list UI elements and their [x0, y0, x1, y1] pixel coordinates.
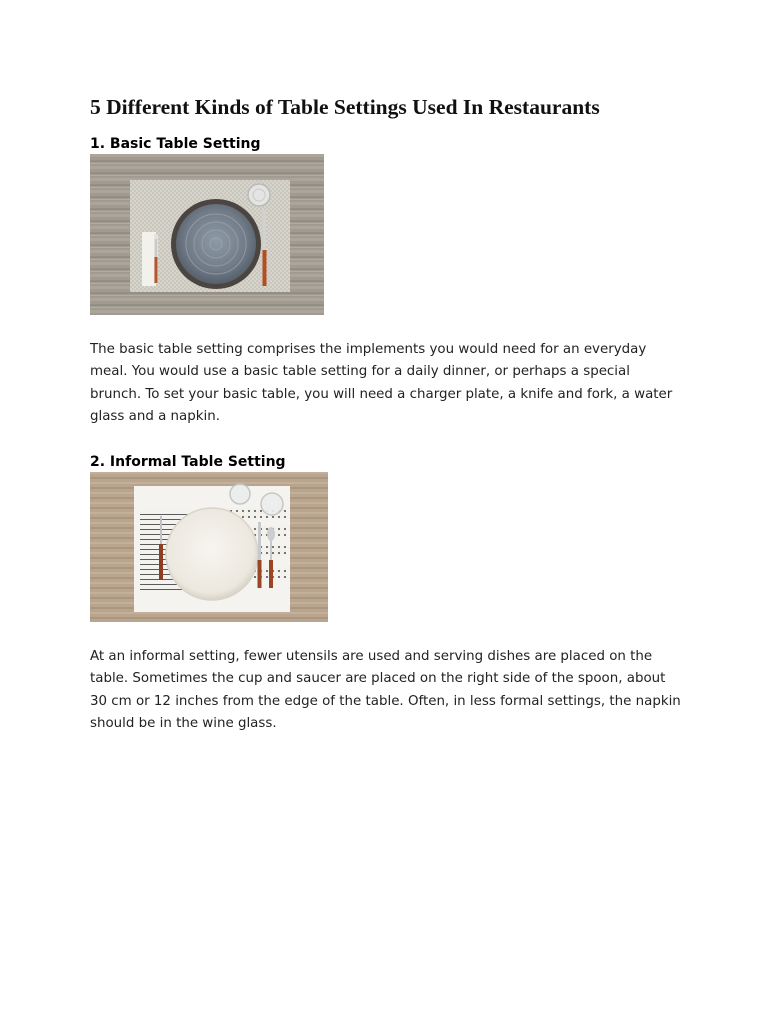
basic-table-setting-photo: [90, 154, 324, 315]
section-paragraph-basic: The basic table setting comprises the implements you would need for an everyday meal. You would use a basic table setting for a daily dinner, or perhaps a special brunch. To set your basic table, you will need a charger plate, a knife and fork, a water glass and a napkin.: [90, 342, 673, 424]
document-title: 5 Different Kinds of Table Settings Used In Restaurants: [90, 95, 600, 119]
informal-table-setting-photo: [90, 472, 328, 622]
section-heading-informal: 2. Informal Table Setting: [90, 454, 286, 470]
section-heading-basic: 1. Basic Table Setting: [90, 136, 261, 152]
section-paragraph-informal: At an informal setting, fewer utensils are used and serving dishes are placed on the table. Sometimes the cup and saucer are placed on the right side of the spoon, about 30 cm or 12 inches from the edge of the table. Often, in less formal settings, the napkin should be in the wine glass.: [90, 649, 681, 731]
